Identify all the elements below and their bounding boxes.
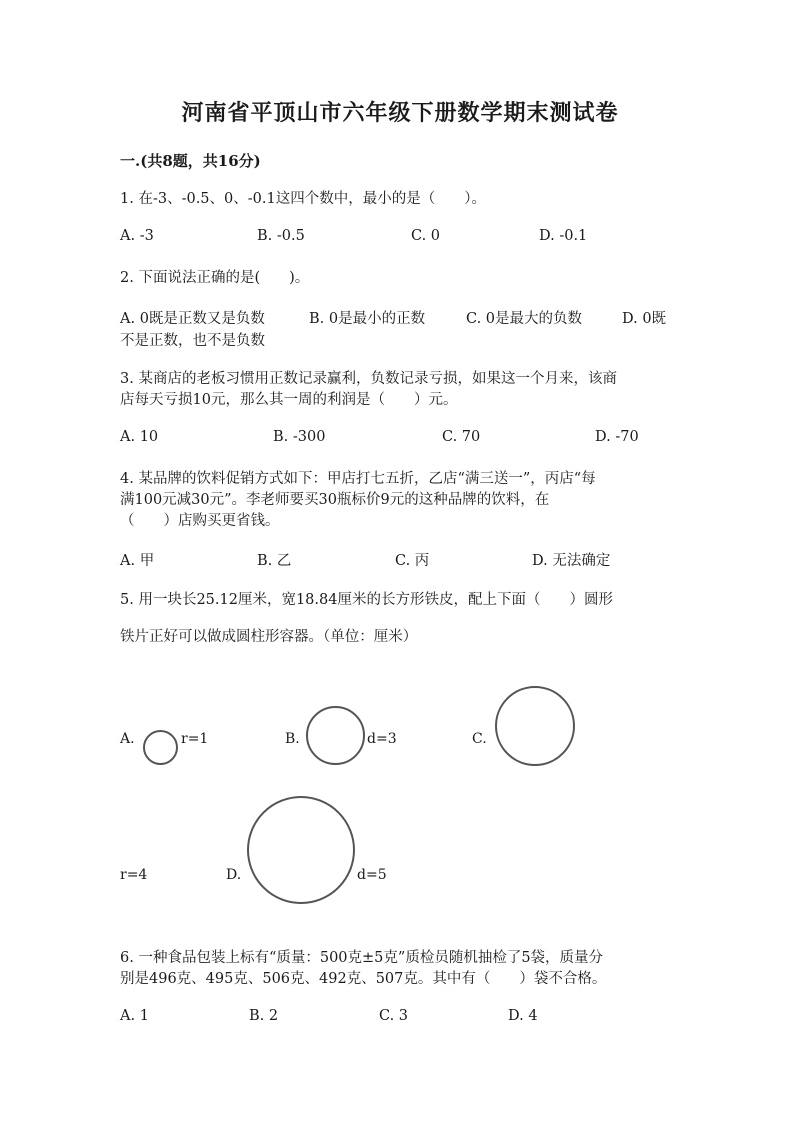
page-title: 河南省平顶山市六年级下册数学期末测试卷 [181,100,619,126]
circle-b-shape [306,706,365,765]
question-6-option-c: C. 3 [379,1008,409,1024]
circle-c-label: r=4 [120,867,148,883]
question-4-stem-line-1: 4. 某品牌的饮料促销方式如下：甲店打七五折，乙店“满三送一”，丙店“每 [120,471,596,487]
question-2-option-b: B. 0是最小的正数 [309,311,426,327]
question-5-stem-line-2: 铁片正好可以做成圆柱形容器。（单位：厘米） [120,629,418,645]
question-1-option-c: C. 0 [411,228,441,244]
question-3-stem-line-1: 3. 某商店的老板习惯用正数记录赢利，负数记录亏损，如果这一个月来，该商 [120,371,617,387]
figure-option-d-letter: D. [226,867,242,883]
question-6-option-b: B. 2 [249,1008,279,1024]
question-4-stem-line-2: 满100元减30元”。李老师要买30瓶标价9元的这种品牌的饮料，在 [120,492,550,508]
question-5-stem-line-1: 5. 用一块长25.12厘米，宽18.84厘米的长方形铁皮，配上下面（ ）圆形 [120,592,613,608]
section-heading: 一.(共8题，共16分) [120,152,261,170]
question-1-stem: 1. 在-3、-0.5、0、-0.1这四个数中，最小的是（ ）。 [120,191,486,207]
circle-b-label: d=3 [367,731,397,747]
circle-d-label: d=5 [357,867,387,883]
figure-option-a-letter: A. [120,731,135,747]
question-4-option-b: B. 乙 [257,553,292,569]
question-1-option-d: D. -0.1 [539,228,588,244]
question-2-option-a: A. 0既是正数又是负数 [120,311,265,327]
circle-d-shape [247,796,355,904]
question-6-option-d: D. 4 [508,1008,538,1024]
question-4-option-d: D. 无法确定 [532,553,611,569]
question-6-stem-line-2: 别是496克、495克、506克、492克、507克。其中有（ ）袋不合格。 [120,971,607,987]
question-4-option-a: A. 甲 [120,553,155,569]
circle-c-shape [495,686,575,766]
question-3-stem-line-2: 店每天亏损10元，那么其一周的利润是（ ）元。 [120,392,458,408]
question-2-stem: 2. 下面说法正确的是( )。 [120,270,310,286]
question-4-option-c: C. 丙 [395,553,430,569]
question-6-stem-line-1: 6. 一种食品包装上标有“质量：500克±5克”质检员随机抽检了5袋，质量分 [120,950,604,966]
question-3-option-a: A. 10 [120,429,159,445]
question-6-option-a: A. 1 [120,1008,149,1024]
question-2-option-c: C. 0是最大的负数 [466,311,583,327]
question-3-option-b: B. -300 [273,429,326,445]
question-1-option-a: A. -3 [120,228,154,244]
circle-a-shape [143,730,178,765]
question-4-stem-line-3: （ ）店购买更省钱。 [120,513,280,529]
figure-option-c-letter: C. [472,731,487,747]
question-2-option-d-wrap: 不是正数，也不是负数 [120,333,265,349]
question-2-option-d: D. 0既 [622,311,667,327]
question-3-option-d: D. -70 [595,429,639,445]
question-1-option-b: B. -0.5 [257,228,305,244]
circle-a-label: r=1 [181,731,209,747]
figure-option-b-letter: B. [285,731,300,747]
question-3-option-c: C. 70 [442,429,481,445]
